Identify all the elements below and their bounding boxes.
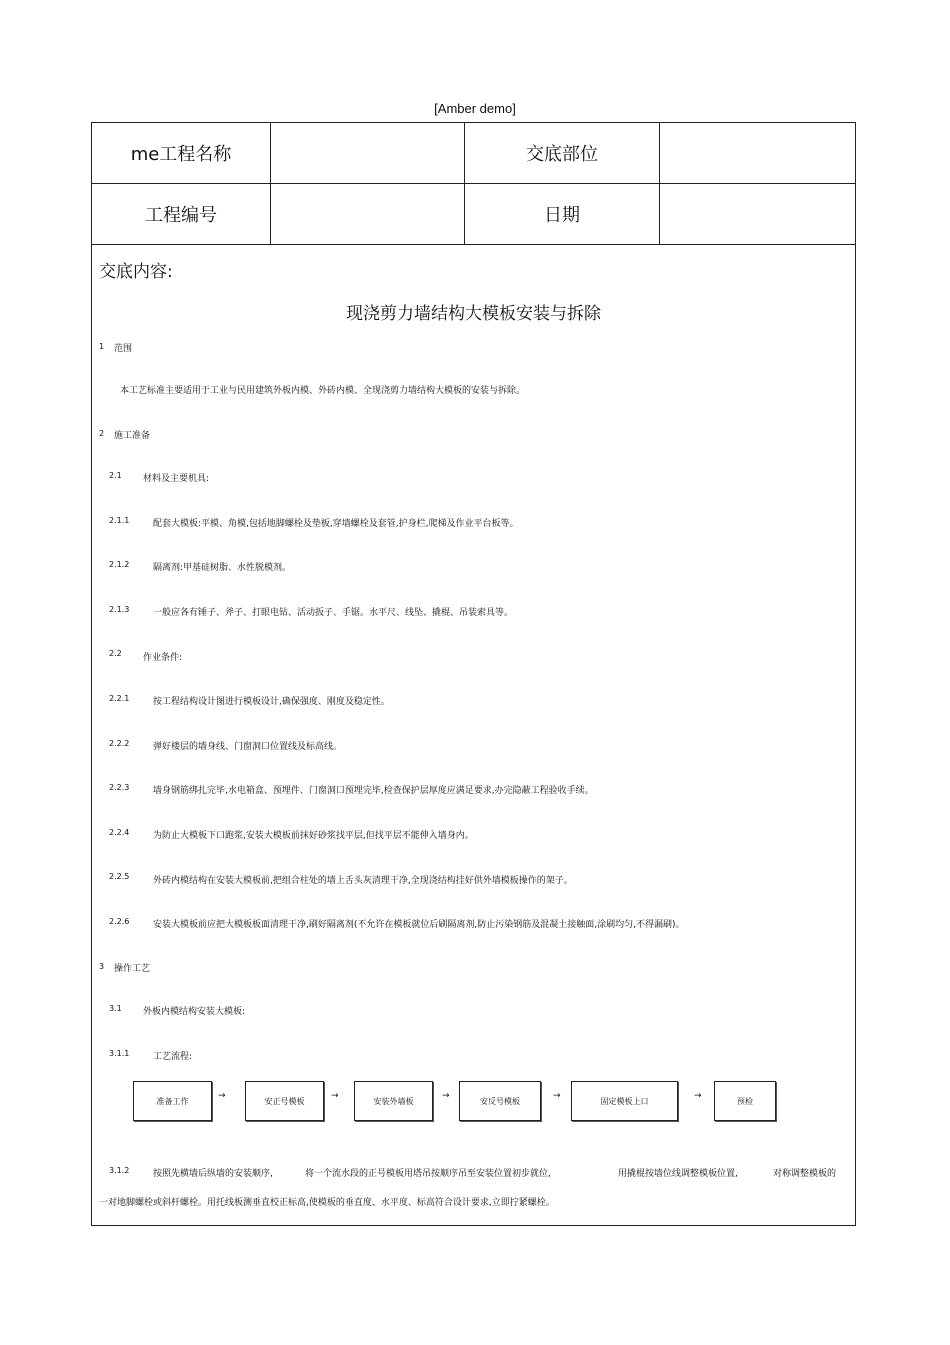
project-name-field[interactable] (271, 123, 465, 183)
section-number: 3.1.2 (109, 1166, 130, 1175)
paragraph: 隔离剂:甲基硅树脂、水性脱模剂。 (153, 563, 292, 573)
disclosure-form (91, 122, 856, 1226)
section-title: 操作工艺 (114, 964, 151, 974)
document-title: 现浇剪力墙结构大模板安装与拆除 (346, 304, 601, 324)
paragraph: 外砖内模结构在安装大模板前,把组合柱处的墙上舌头灰清理干净,全现浇结构挂好供外墙模板操作的架子。 (153, 876, 573, 886)
section-number: 3 (99, 962, 105, 971)
paragraph: 一对地脚螺栓或斜杆螺栓。用托线板测垂直校正标高,使模板的垂直度、水平度、标高符合设计要求,立即拧紧螺栓。 (99, 1198, 555, 1208)
section-number: 2 (99, 429, 105, 438)
section-number: 2.1.2 (109, 560, 130, 569)
header-row-1 (92, 123, 855, 184)
position-field[interactable] (660, 123, 855, 183)
flow-step-box: 预检 (714, 1081, 776, 1121)
paragraph: 材料及主要机具: (143, 474, 210, 484)
section-number: 2.2.6 (109, 917, 130, 926)
header-row-2 (92, 184, 855, 245)
section-number: 1 (99, 342, 105, 351)
arrow-right-icon: → (694, 1091, 702, 1101)
paragraph: 按工程结构设计图进行模板设计,确保强度、刚度及稳定性。 (153, 697, 390, 707)
project-name-label: me工程名称 (92, 123, 271, 183)
section-number: 2.2.5 (109, 872, 130, 881)
arrow-right-icon: → (218, 1091, 226, 1101)
position-label: 交底部位 (465, 123, 660, 183)
arrow-right-icon: → (553, 1091, 561, 1101)
paragraph: 安装大模板前应把大模板板面清理干净,刷好隔离剂(不允许在模板就位后刷隔离剂,防止污染钢筋及混凝土接触面,涂刷均匀,不得漏刷)。 (153, 920, 685, 930)
paragraph: 墙身钢筋绑扎完毕,水电箱盒、预埋件、门窗洞口预埋完毕,检查保护层厚度应满足要求,办完隐蔽工程验收手续。 (153, 786, 594, 796)
section-title: 范围 (114, 344, 133, 354)
section-title: 施工准备 (114, 431, 151, 441)
paragraph: 配套大模板:平模、角模,包括地脚螺栓及垫板,穿墙螺栓及套管,护身栏,爬梯及作业平台板等。 (153, 519, 519, 529)
paragraph: 为防止大模板下口跑浆,安装大模板前抹好砂浆找平层,但找平层不能伸入墙身内。 (153, 831, 474, 841)
section-number: 2.2.2 (109, 739, 130, 748)
flow-step-box: 安反号模板 (459, 1081, 541, 1121)
section-number: 2.1 (109, 471, 122, 480)
flow-step-box: 准备工作 (133, 1081, 212, 1121)
flow-step-box: 固定模板上口 (571, 1081, 678, 1121)
project-no-label: 工程编号 (92, 184, 271, 244)
project-no-field[interactable] (271, 184, 465, 244)
section-number: 2.2 (109, 649, 122, 658)
arrow-right-icon: → (442, 1091, 450, 1101)
paragraph: 本工艺标准主要适用于工业与民用建筑外板内模、外砖内模、全现浇剪力墙结构大模板的安装与拆除。 (120, 386, 526, 396)
section-number: 3.1.1 (109, 1049, 130, 1058)
section-number: 2.2.3 (109, 783, 130, 792)
paragraph: 外板内模结构安装大模板: (143, 1007, 246, 1017)
date-label: 日期 (465, 184, 660, 244)
paragraph: 按照先横墙后纵墙的安装顺序, (153, 1169, 273, 1179)
paragraph: 将一个流水段的正号模板用塔吊按顺序吊至安装位置初步就位, (305, 1169, 551, 1179)
flow-step-box: 安装外墙板 (354, 1081, 433, 1121)
section-number: 2.2.1 (109, 694, 130, 703)
page-label: [Amber demo] (434, 101, 516, 116)
flow-step-box: 安正号模板 (245, 1081, 324, 1121)
section-number: 3.1 (109, 1004, 122, 1013)
content-heading: 交底内容: (99, 262, 173, 282)
paragraph: 一般应各有锤子、斧子、打眼电钻、活动扳子、手锯。水平尺、线坠、撬棍、吊装索具等。 (153, 608, 514, 618)
paragraph: 对称调整模板的 (773, 1169, 837, 1179)
paragraph: 作业条件: (143, 653, 183, 663)
section-number: 2.1.3 (109, 605, 130, 614)
paragraph: 弹好楼层的墙身线、门窗洞口位置线及标高线。 (153, 742, 343, 752)
arrow-right-icon: → (331, 1091, 339, 1101)
paragraph: 工艺流程: (153, 1052, 193, 1062)
section-number: 2.2.4 (109, 828, 130, 837)
section-number: 2.1.1 (109, 516, 130, 525)
paragraph: 用撬棍按墙位线调整模板位置, (618, 1169, 738, 1179)
date-field[interactable] (660, 184, 855, 244)
